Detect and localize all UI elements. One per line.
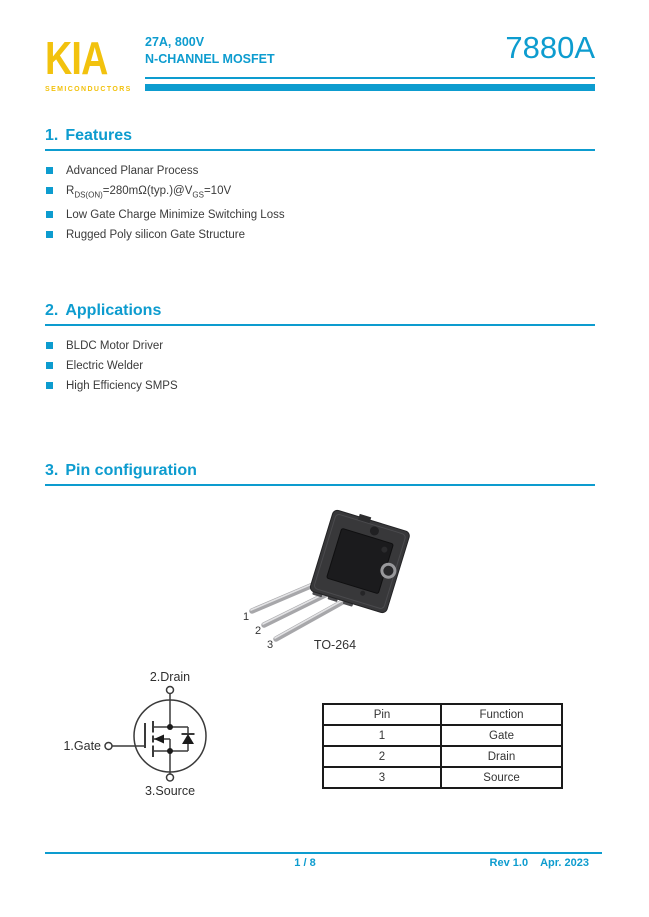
features-list [45,165,595,241]
column-header-pin: Pin [323,704,441,725]
feature-item [45,185,595,201]
device-rating: 27A, 800V [145,35,205,49]
lead-label-2: 2 [254,625,262,637]
gate-label: 1.Gate [63,739,101,753]
feature-item [45,165,595,177]
column-header-function: Function [441,704,562,725]
application-text: BLDC Motor Driver [66,340,164,352]
source-node-dot [167,748,173,754]
logo-text: KIA [45,32,108,84]
drain-node-dot [167,724,173,730]
part-number: 7880A [505,30,595,65]
package-photo-to264 [215,497,445,665]
table-header-row [323,704,562,725]
revision-date: Apr. 2023 [540,857,589,869]
application-item [45,340,595,352]
device-type: N-CHANNEL MOSFET [145,52,275,66]
bullet-square-icon [46,362,53,369]
application-text: Electric Welder [66,360,144,372]
device-description [145,34,275,68]
feature-item [45,229,595,241]
feature-text-rdson: $R_{DS(ON)}=280m\Omega(typ.)@V_{GS}=10V$ [66,185,232,200]
bullet-square-icon [46,167,53,174]
application-item [45,380,595,392]
bullet-square-icon [46,211,53,218]
body-arrow-icon [154,735,164,744]
table-row [323,767,562,788]
mosfet-symbol [112,694,206,775]
application-text: High Efficiency SMPS [66,380,178,392]
bullet-square-icon [46,231,53,238]
pin-cell: 3 [323,767,441,788]
feature-text: Low Gate Charge Minimize Switching Loss [66,209,285,222]
drain-label: 2.Drain [149,670,191,684]
pin-function-table [322,703,563,789]
lead-label-3: 3 [266,639,274,651]
table-row [323,746,562,767]
pin-cell: 1 [323,725,441,746]
section-title-features: 1. Features [45,128,595,151]
function-cell: Drain [441,746,562,767]
footer-rule [45,852,602,854]
section-title-applications: 2. Applications [45,303,595,326]
diode-icon [182,734,194,744]
revision-label: Rev 1.0 [489,857,529,869]
mosfet-symbol-diagram [55,666,295,816]
table-row [323,725,562,746]
function-cell: Source [441,767,562,788]
source-label: 3.Source [144,784,196,798]
drain-terminal-icon [167,687,174,694]
bullet-square-icon [46,382,53,389]
feature-text: Rugged Poly silicon Gate Structure [66,229,245,242]
header [45,30,595,93]
section-pin-configuration [45,463,595,486]
application-item [45,360,595,372]
lead-label-1: 1 [242,611,250,623]
section-features [45,128,595,249]
applications-list [45,340,595,392]
feature-text: Advanced Planar Process [66,165,199,177]
function-cell: Gate [441,725,562,746]
gate-terminal-icon [105,743,112,750]
revision-info [490,857,589,869]
bullet-square-icon [46,342,53,349]
section-applications [45,303,595,400]
header-main [145,30,595,91]
package-name-label: TO-264 [313,638,357,652]
bullet-square-icon [46,187,53,194]
logo-subtitle: SEMICONDUCTORS [45,85,132,93]
feature-item [45,209,595,221]
source-terminal-icon [167,774,174,781]
section-title-pin-configuration: 3. Pin configuration [45,463,595,486]
pin-cell: 2 [323,746,441,767]
package-body [308,506,411,616]
header-rule-thick [145,84,595,91]
page-number: 1 / 8 [294,857,316,869]
header-rule-thin [145,77,595,79]
brand-logo [45,32,145,93]
